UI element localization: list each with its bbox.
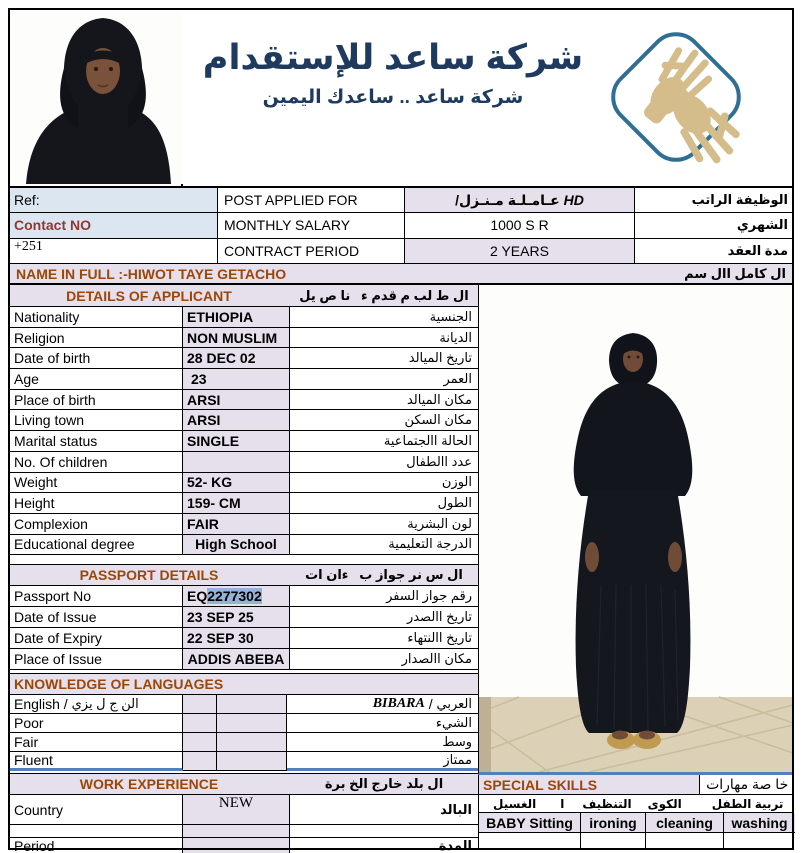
highlighted-text: 2277302 xyxy=(207,588,262,605)
field-value: 22 SEP 30 xyxy=(183,628,290,649)
company-title: شركة ساعد للإستقدام xyxy=(202,38,584,77)
empty-cell xyxy=(479,833,581,848)
field-value: ARSI xyxy=(183,390,290,411)
company-logo-icon xyxy=(576,18,776,176)
field-value: 52- KG xyxy=(183,473,290,494)
field-value: ETHIOPIA xyxy=(183,307,290,328)
field-label-ar: البالد xyxy=(290,795,478,825)
skill-column: washing xyxy=(724,813,795,833)
name-in-full-ar: ال كامل اال سم xyxy=(684,265,786,281)
details-table xyxy=(8,307,478,555)
details-header-en: DETAILS OF APPLICANT xyxy=(66,287,232,304)
field-label-ar: الوزن xyxy=(290,473,478,494)
field-value xyxy=(183,452,290,473)
language-check-cell xyxy=(183,714,217,733)
post-applied-label: POST APPLIED FOR xyxy=(218,188,405,213)
work-table xyxy=(8,795,478,853)
empty-cell xyxy=(724,833,795,848)
empty-cell xyxy=(581,833,646,848)
field-value: 159- CM xyxy=(183,493,290,514)
field-label: Period xyxy=(8,838,183,853)
field-label: Marital status xyxy=(8,431,183,452)
field-label-ar: مكان الميالد xyxy=(290,390,478,411)
skills-column-headers xyxy=(479,813,794,833)
contact-label: Contact NO xyxy=(8,213,218,238)
field-label-ar: مكان السكن xyxy=(290,410,478,431)
field-value: High School xyxy=(183,535,290,556)
field-label-ar: الجنسية xyxy=(290,307,478,328)
skills-header-row xyxy=(479,775,794,795)
field-label: No. Of children xyxy=(8,452,183,473)
empty-cell xyxy=(183,825,290,838)
skill-column: BABY Sitting xyxy=(479,813,581,833)
post-applied-ar: الوظيفة الراتب xyxy=(635,188,794,213)
field-label: Place of Issue xyxy=(8,649,183,670)
field-label-ar: الدرجة التعليمية xyxy=(290,535,478,556)
work-header-en: WORK EXPERIENCE xyxy=(79,776,219,793)
field-label: Date of birth xyxy=(8,348,183,369)
empty-cell xyxy=(646,833,724,848)
field-value: ARSI xyxy=(183,410,290,431)
field-label-ar: المدة xyxy=(438,838,472,853)
passport-header-en: PASSPORT DETAILS xyxy=(79,567,219,584)
info-table xyxy=(8,186,794,264)
name-in-full: NAME IN FULL :-HIWOT TAYE GETACHO xyxy=(16,265,287,282)
empty-cell xyxy=(290,825,478,838)
language-row-label: Poor xyxy=(8,714,183,733)
passport-header-ar: ال س نر جواز ب ءان ات xyxy=(305,567,463,583)
field-value: 23 xyxy=(183,369,290,390)
language-check-cell xyxy=(217,752,287,771)
skill-ar: التنظيف xyxy=(582,796,632,811)
details-header-ar: ال ط لب م قدم ء نا ص يل xyxy=(299,287,469,303)
contract-value: 2 YEARS xyxy=(405,239,635,264)
applicant-form xyxy=(8,285,478,853)
company-header xyxy=(183,8,794,186)
section-gap xyxy=(8,555,478,564)
portrait-photo xyxy=(8,8,183,186)
portrait-photo-image xyxy=(8,8,183,184)
language-check-cell xyxy=(183,695,217,714)
skill-ar: تربية الطفل xyxy=(711,796,784,811)
contract-label: CONTRACT PERIOD xyxy=(218,239,405,264)
field-label: Country xyxy=(8,795,183,825)
language-check-cell xyxy=(217,714,287,733)
language-check-cell xyxy=(183,752,217,771)
work-section-header xyxy=(8,773,478,795)
field-label: Living town xyxy=(8,410,183,431)
language-row-label: Fluent xyxy=(8,752,183,771)
salary-label: MONTHLY SALARY xyxy=(218,213,405,238)
field-label: Place of birth xyxy=(8,390,183,411)
special-skills-section xyxy=(478,775,794,848)
skill-column: ironing xyxy=(581,813,646,833)
field-label-ar: العمر xyxy=(290,369,478,390)
language-row-label: English / الن ج ل يزي xyxy=(8,695,183,714)
field-value: FAIR xyxy=(183,514,290,535)
skill-column: cleaning xyxy=(646,813,724,833)
field-label: Height xyxy=(8,493,183,514)
skills-arabic-row xyxy=(479,795,794,813)
field-label-ar: تاريخ الميالد xyxy=(290,348,478,369)
field-label-ar: لون البشرية xyxy=(290,514,478,535)
phone-value: +251 xyxy=(8,239,218,264)
full-body-photo-image xyxy=(479,285,793,772)
field-label-ar: الحالة االجتماعية xyxy=(290,431,478,452)
skill-ar: الغسيل xyxy=(493,796,537,811)
skills-header-ar: خا صة مهارات xyxy=(706,776,789,792)
languages-section-header xyxy=(8,673,478,695)
empty-cell xyxy=(8,825,183,838)
language-row-ar: ممتاز xyxy=(287,752,478,771)
field-label-ar: تاريخ االنتهاء xyxy=(290,628,478,649)
contract-ar: مدة العقد xyxy=(635,239,794,264)
field-label-ar: تاريخ االصدر xyxy=(290,607,478,628)
field-label: Date of Issue xyxy=(8,607,183,628)
field-value: 23 SEP 25 xyxy=(183,607,290,628)
field-label-ar: مكان االصدار xyxy=(290,649,478,670)
skill-ar: الكوى xyxy=(647,796,682,811)
field-label: Passport No xyxy=(8,586,183,607)
name-in-full-row xyxy=(8,264,794,285)
language-row-ar: BIBARA / العربي xyxy=(287,695,478,714)
details-section-header xyxy=(8,285,478,307)
skills-empty-row xyxy=(479,833,794,848)
field-value: NON MUSLIM xyxy=(183,328,290,349)
field-label: Weight xyxy=(8,473,183,494)
field-label: Complexion xyxy=(8,514,183,535)
field-value: 28 DEC 02 xyxy=(183,348,290,369)
passport-section-header xyxy=(8,564,478,586)
post-applied-value: عـامـلـة مـنـزل/ HD xyxy=(405,188,635,213)
field-label: Nationality xyxy=(8,307,183,328)
salary-ar: الشهري xyxy=(635,213,794,238)
skill-ar: ا xyxy=(560,796,565,811)
language-row-ar: وسط xyxy=(287,733,478,752)
field-value: SINGLE xyxy=(183,431,290,452)
language-row-ar: الشيء xyxy=(287,714,478,733)
work-header-ar: ال بلد خارج الخ برة xyxy=(324,776,444,792)
company-name-block xyxy=(193,36,593,109)
field-label: Educational degree xyxy=(8,535,183,556)
languages-table xyxy=(8,695,478,771)
language-check-cell xyxy=(183,733,217,752)
field-value: NEW xyxy=(183,795,290,825)
languages-header: KNOWLEDGE OF LANGUAGES xyxy=(14,676,224,693)
language-check-cell xyxy=(217,733,287,752)
full-body-photo xyxy=(478,285,794,775)
field-value xyxy=(183,838,290,853)
language-check-cell xyxy=(217,695,287,714)
language-row-label: Fair xyxy=(8,733,183,752)
field-label-ar: عدد االطفال xyxy=(290,452,478,473)
company-slogan: شركة ساعد .. ساعدك اليمين xyxy=(262,86,524,108)
field-label-ar: الديانة xyxy=(290,328,478,349)
field-label: Age xyxy=(8,369,183,390)
field-label: Date of Expiry xyxy=(8,628,183,649)
passport-table xyxy=(8,586,478,670)
salary-value: 1000 S R xyxy=(405,213,635,238)
field-label-ar: رقم جواز السفر xyxy=(290,586,478,607)
field-label: Religion xyxy=(8,328,183,349)
ref-label: Ref: xyxy=(8,188,218,213)
field-label-ar: الطول xyxy=(290,493,478,514)
field-value: ADDIS ABEBA xyxy=(183,649,290,670)
skills-header-en: SPECIAL SKILLS xyxy=(479,775,700,794)
passport-number: EQ 2277302 xyxy=(183,586,290,607)
